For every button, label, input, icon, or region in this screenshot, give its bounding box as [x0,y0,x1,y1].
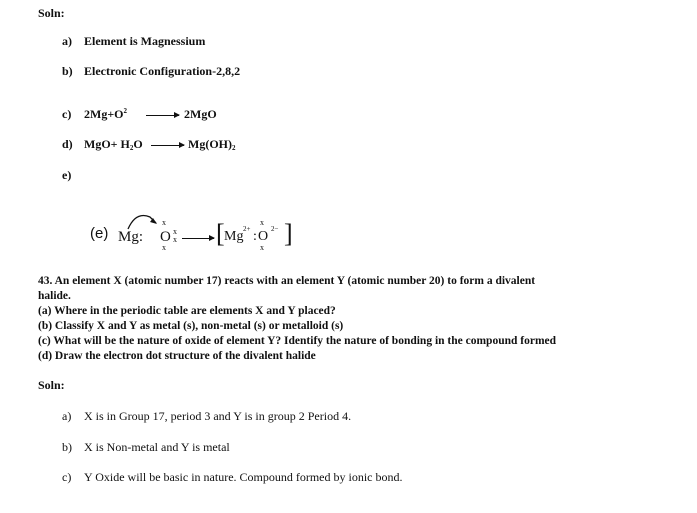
equation-lhs-a: MgO+ H [84,137,130,151]
bracket-open: [ [216,219,225,248]
question-line: 43. An element X (atomic number 17) reacts with an element Y (atomic number 20) to form a divalent [38,275,536,287]
item-text: Element is Magnessium [84,34,206,48]
oxide-ion: O [258,229,269,244]
answer-c [62,470,403,485]
answer-label: a) [62,409,72,423]
subscript: 2 [129,144,134,152]
answer-label: b) [62,440,72,454]
equation-lhs: 2Mg+O [84,107,124,121]
answer-item-a [62,34,205,49]
magnesium-symbol: Mg: [118,229,144,245]
equation-d [62,137,143,152]
equation-lhs-b: O [133,137,143,151]
solution-heading: Soln: [38,6,65,20]
superscript: 2 [123,107,127,115]
oxide-charge: 2− [271,225,279,233]
answer-text: X is Non-metal and Y is metal [84,440,230,454]
item-label: c) [62,107,72,121]
cross-mark: x [260,218,264,227]
reaction-arrow [151,145,184,146]
electron-dot-figure [90,205,320,255]
cross-mark: x [162,218,166,227]
item-label: b) [62,64,73,78]
cross-mark: x [260,243,264,252]
question-part-b: (b) Classify X and Y as metal (s), non-metal (s) or metalloid (s) [38,320,344,332]
cross-mark: x [162,243,166,252]
magnesium-ion: Mg [224,229,244,244]
answer-a [62,409,351,424]
solution-heading: Soln: [38,378,65,392]
reaction-arrow [182,238,214,239]
answer-text: X is in Group 17, period 3 and Y is in group 2 Period 4. [84,409,352,423]
answer-item-b [62,64,240,79]
answer-label: c) [62,470,72,484]
cross-mark: x [173,227,177,236]
bracket-close: ] [284,219,293,248]
question-part-d: (d) Draw the electron dot structure of the divalent halide [38,350,316,362]
magnesium-charge: 2+ [243,225,251,233]
item-label: d) [62,137,73,151]
question-part-c: (c) What will be the nature of oxide of element Y? Identify the nature of bonding in the compound formed [38,335,557,347]
cross-mark: x [173,235,177,244]
question-line: halide. [38,290,71,302]
equation-c [62,107,127,122]
equation-rhs: 2MgO [184,107,217,121]
answer-text: Y Oxide will be basic in nature. Compound formed by ionic bond. [84,470,403,484]
item-text: Electronic Configuration-2,8,2 [84,64,241,78]
item-label: e) [62,168,72,182]
colon-separator: : [253,229,257,244]
reaction-arrow [146,115,179,116]
figure-label: (e) [90,225,109,242]
subscript: 2 [232,144,236,152]
answer-b [62,440,230,455]
item-label: a) [62,34,72,48]
electron-transfer-arrow [126,209,166,231]
equation-rhs [188,137,236,152]
question-part-a: (a) Where in the periodic table are elements X and Y placed? [38,305,336,317]
equation-rhs-a: Mg(OH) [188,137,232,151]
oxygen-symbol: O [160,229,171,245]
answer-item-e [62,168,84,183]
